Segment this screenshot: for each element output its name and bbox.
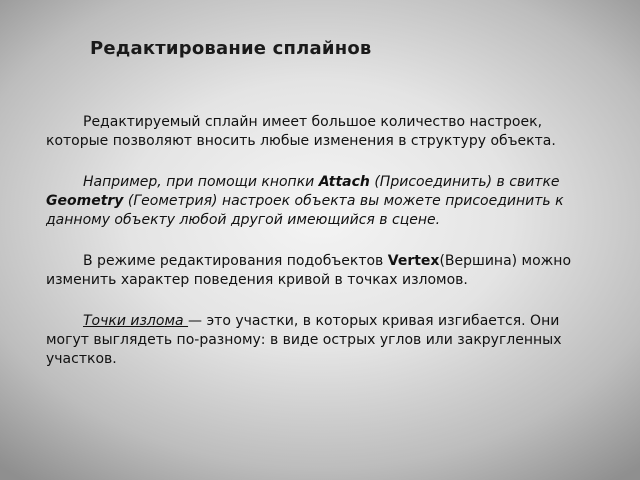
geometry-term: Geometry bbox=[46, 193, 124, 209]
break-points-term: Точки излома bbox=[83, 313, 189, 329]
slide-title: Редактирование сплайнов bbox=[90, 38, 372, 59]
slide-content bbox=[46, 113, 606, 391]
text-segment: Например, при помощи кнопки bbox=[83, 174, 319, 190]
text-segment: — это участки, в которых кривая изгибается. Они могут выглядеть по-разному: в виде острых углов или закругленных участков. bbox=[46, 313, 562, 367]
text-segment: (Присоединить) в свитке bbox=[369, 174, 560, 190]
paragraph-attach bbox=[46, 173, 606, 230]
vertex-term: Vertex bbox=[387, 253, 440, 269]
text-segment: (Вершина) можно изменить характер поведения кривой в точках изломов. bbox=[46, 253, 572, 288]
paragraph-vertex bbox=[46, 252, 606, 290]
text-segment: (Геометрия) настроек объекта вы можете присоединить к данному объекту любой другой имеющийся в сцене. bbox=[46, 193, 564, 228]
paragraph-break-points bbox=[46, 312, 606, 369]
text-segment: В режиме редактирования подобъектов bbox=[83, 253, 388, 269]
attach-term: Attach bbox=[318, 174, 370, 190]
paragraph-intro: Редактируемый сплайн имеет большое количество настроек, которые позволяют вносить любые изменения в структуру объекта. bbox=[46, 114, 556, 149]
